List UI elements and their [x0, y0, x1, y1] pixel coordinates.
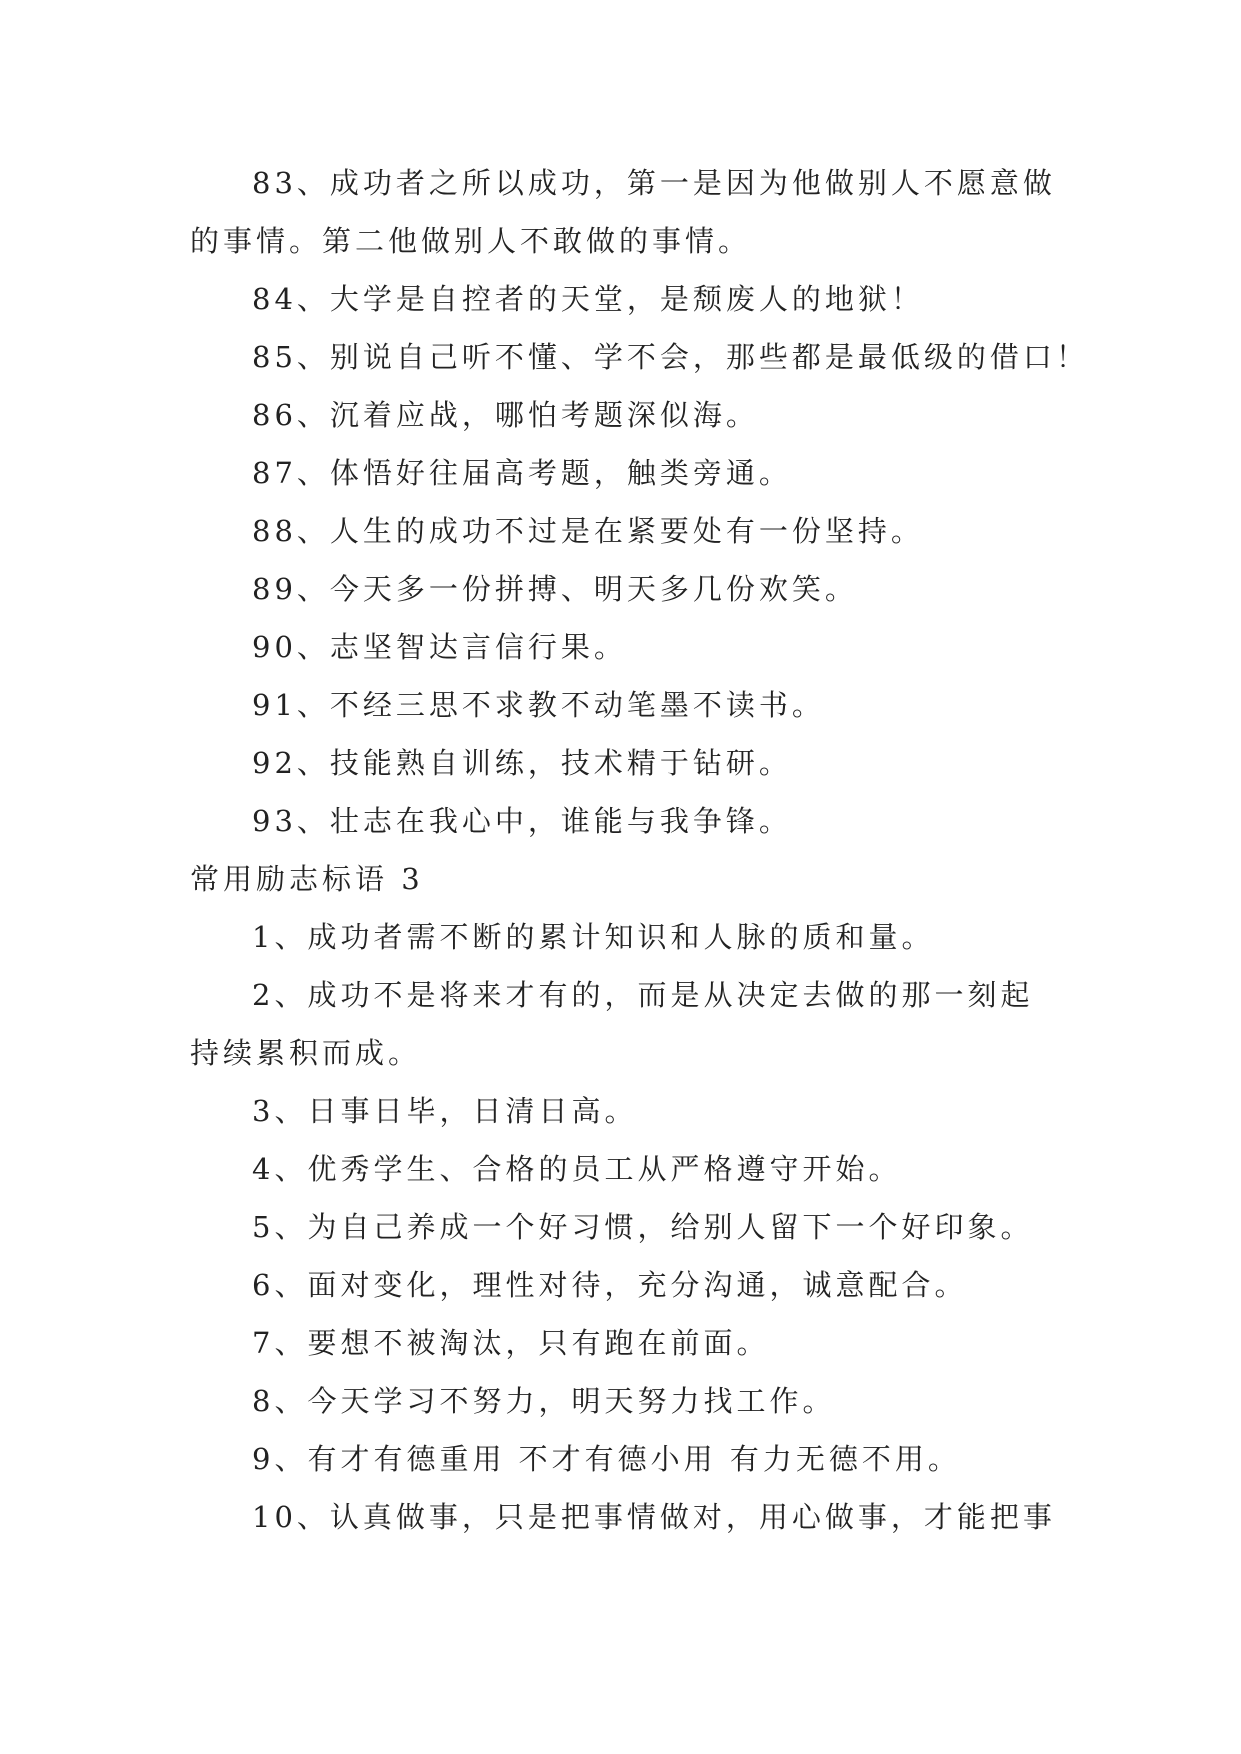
text-line: 1、成功者需不断的累计知识和人脉的质和量。 — [252, 920, 935, 954]
text-line: 的事情。第二他做别人不敢做的事情。 — [190, 224, 752, 258]
text-line: 5、为自己养成一个好习惯，给别人留下一个好印象。 — [252, 1210, 1034, 1244]
text-line: 91、不经三思不求教不动笔墨不读书。 — [252, 688, 825, 722]
section-heading: 常用励志标语 3 — [190, 862, 424, 896]
text-line: 84、大学是自控者的天堂，是颓废人的地狱！ — [252, 282, 924, 316]
text-line: 3、日事日毕，日清日高。 — [252, 1094, 638, 1128]
text-line: 持续累积而成。 — [190, 1036, 422, 1070]
text-line: 7、要想不被淘汰，只有跑在前面。 — [252, 1326, 770, 1360]
text-line: 2、成功不是将来才有的，而是从决定去做的那一刻起 — [252, 978, 1034, 1012]
text-line: 87、体悟好往届高考题，触类旁通。 — [252, 456, 792, 490]
text-line: 83、成功者之所以成功，第一是因为他做别人不愿意做 — [252, 166, 1056, 200]
text-line: 88、人生的成功不过是在紧要处有一份坚持。 — [252, 514, 924, 548]
text-line: 8、今天学习不努力，明天努力找工作。 — [252, 1384, 836, 1418]
text-line: 90、志坚智达言信行果。 — [252, 630, 627, 664]
text-line: 92、技能熟自训练，技术精于钻研。 — [252, 746, 792, 780]
text-line: 6、面对变化，理性对待，充分沟通，诚意配合。 — [252, 1268, 968, 1302]
text-line: 89、今天多一份拼搏、明天多几份欢笑。 — [252, 572, 858, 606]
text-line: 9、有才有德重用 不才有德小用 有力无德不用。 — [252, 1442, 961, 1476]
text-line: 4、优秀学生、合格的员工从严格遵守开始。 — [252, 1152, 902, 1186]
document-body — [190, 154, 1089, 1546]
text-line: 85、别说自己听不懂、学不会，那些都是最低级的借口！ — [252, 340, 1089, 374]
text-line: 10、认真做事，只是把事情做对，用心做事，才能把事 — [252, 1500, 1056, 1534]
text-line: 93、壮志在我心中，谁能与我争锋。 — [252, 804, 792, 838]
text-line: 86、沉着应战，哪怕考题深似海。 — [252, 398, 759, 432]
